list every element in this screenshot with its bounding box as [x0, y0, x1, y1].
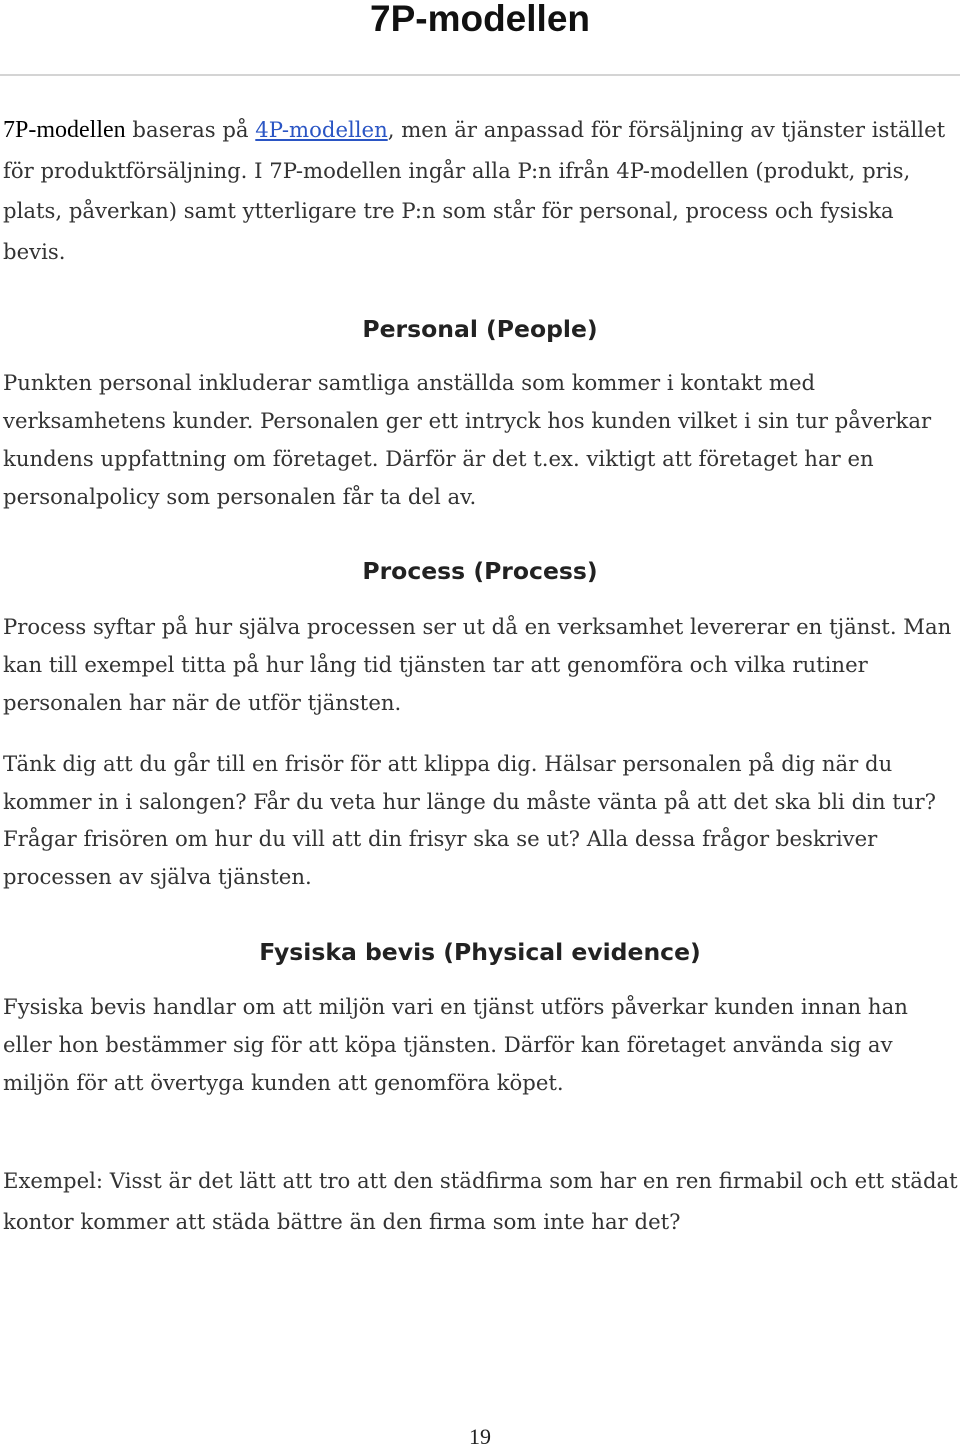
- link-4p-modellen[interactable]: 4P-modellen: [255, 117, 388, 142]
- physical-paragraph-1: Fysiska bevis handlar om att miljön vari en tjänst utförs påverkar kunden innan han eller hon bestämmer sig för att köpa tjänsten. Därför kan företaget använda sig av miljön för att övertyga kunden att genomföra köpet.: [3, 994, 908, 1095]
- intro-lead-term: 7P-modellen: [3, 117, 126, 143]
- process-paragraph-2: Tänk dig att du går till en frisör för att klippa dig. Hälsar personalen på dig när du kommer in i salongen? Får du veta hur länge du måste vänta på att det ska bli din tur? Frågar frisören om hur du vill att din frisyr ska se ut? Alla dessa frågor beskriver processen av själva tjänsten.: [3, 751, 936, 889]
- intro-text-part2: , men är anpassad för försäljning av tjänster istället för produktförsäljning. I 7P-modellen ingår alla P:n ifrån 4P-modellen (produkt, pris, plats, påverkan) samt ytterligare tre P:n som står för personal, process och fysiska bevis.: [3, 117, 946, 264]
- physical-paragraph-2: Exempel: Visst är det lätt att tro att den städfirma som har en ren firmabil och ett städat kontor kommer att städa bättre än den firma som inte har det?: [3, 1168, 958, 1234]
- heading-personal: Personal (People): [362, 315, 598, 343]
- page-title: 7P-modellen: [370, 0, 590, 39]
- page-number: 19: [469, 1424, 491, 1449]
- heading-physical-evidence: Fysiska bevis (Physical evidence): [259, 938, 701, 966]
- title-divider: [0, 74, 960, 76]
- intro-paragraph: [3, 110, 960, 272]
- heading-process: Process (Process): [362, 557, 598, 585]
- personal-paragraph: Punkten personal inkluderar samtliga anställda som kommer i kontakt med verksamhetens kunder. Personalen ger ett intryck hos kunden vilket i sin tur påverkar kundens uppfattning om företaget. Därför är det t.ex. viktigt att företaget har en personalpolicy som personalen får ta del av.: [3, 370, 932, 509]
- process-paragraph-1: Process syftar på hur själva processen ser ut då en verksamhet levererar en tjänst. Man kan till exempel titta på hur lång tid tjänsten tar att genomföra och vilka rutiner personalen har när de utför tjänsten.: [3, 614, 952, 715]
- intro-text-part1: baseras på: [125, 117, 256, 142]
